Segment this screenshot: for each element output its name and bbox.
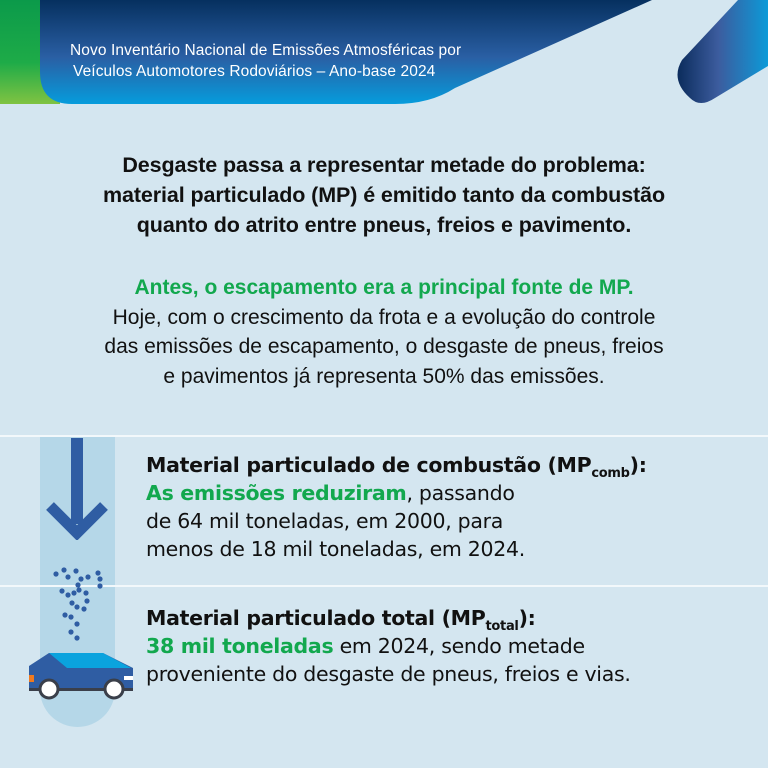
combustion-line-2: de 64 mil toneladas, em 2000, para [146,509,504,533]
divider-top [0,435,768,437]
report-title-line-1: Novo Inventário Nacional de Emissões Atmosféricas por [70,42,462,59]
intro-highlight: Antes, o escapamento era a principal fonte de MP. [134,276,634,299]
combustion-line-1 [146,479,647,507]
report-title-line-2: Veículos Automotores Rodoviários – Ano-base 2024 [73,63,436,80]
combustion-title-subscript: comb [591,466,630,481]
combustion-highlight: As emissões reduziram [146,481,407,505]
total-title-subscript: total [485,619,519,634]
combustion-title-text: Material particulado de combustão (MP [146,453,592,477]
total-title-end: ): [518,606,536,630]
headline [20,150,748,240]
total-line-1-rest: em 2024, sendo metade [333,634,585,658]
total-title-text: Material particulado total (MP [146,606,486,630]
car-icon [27,652,137,700]
header-banner [0,0,768,110]
intro-paragraph [20,273,748,391]
report-title [70,40,590,82]
combustion-line-1-rest: , passando [406,481,515,505]
total-line-1 [146,632,631,660]
particles-icon [50,565,110,645]
arrow-down-icon [46,438,108,540]
headline-line-1: Desgaste passa a representar metade do problema: [122,153,646,177]
headline-line-2: material particulado (MP) é emitido tanto da combustão [102,183,666,207]
combustion-title [146,451,647,479]
divider-middle [0,585,768,587]
combustion-line-3: menos de 18 mil toneladas, em 2024. [146,537,525,561]
combustion-section [146,451,647,563]
total-section [146,604,631,688]
headline-line-3: quanto do atrito entre pneus, freios e pavimento. [136,213,632,237]
intro-line-2: das emissões de escapamento, o desgaste de pneus, freios [104,335,664,358]
total-highlight: 38 mil toneladas [146,634,334,658]
intro-line-1: Hoje, com o crescimento da frota e a evolução do controle [112,305,656,329]
total-title [146,604,631,632]
combustion-title-end: ): [629,453,647,477]
intro-line-3: e pavimentos já representa 50% das emissões. [163,364,605,388]
total-line-2: proveniente do desgaste de pneus, freios e vias. [146,662,631,686]
